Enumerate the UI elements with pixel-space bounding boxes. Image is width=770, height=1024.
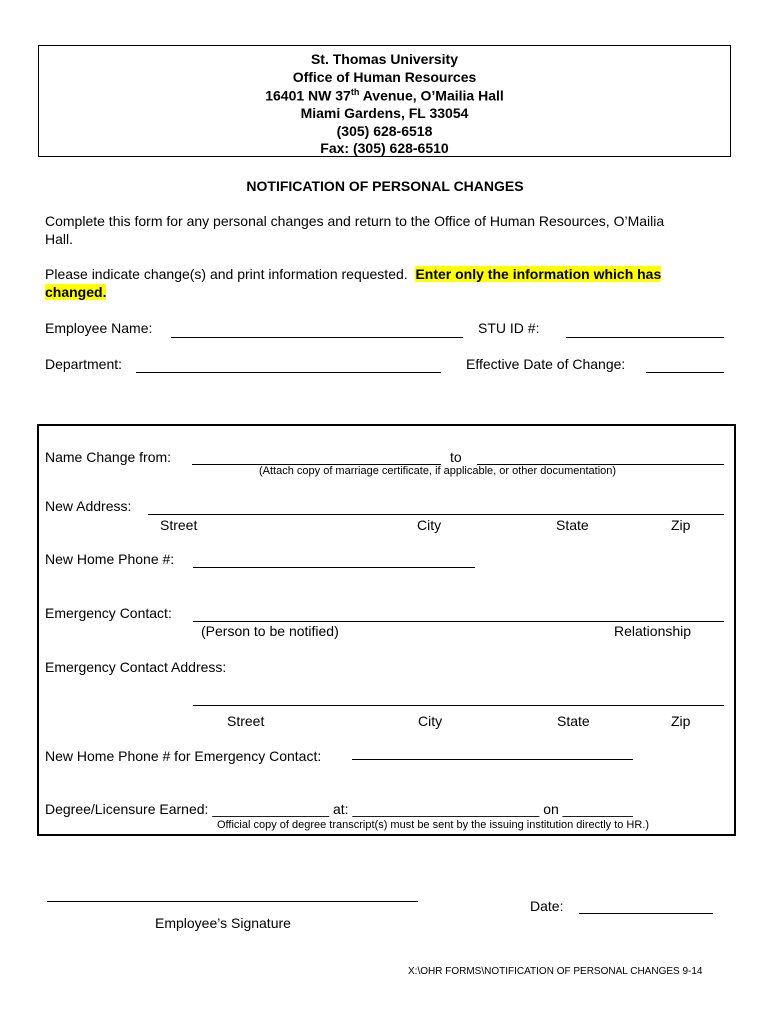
- to-label: to: [450, 449, 462, 465]
- phone-number: (305) 628-6518: [336, 123, 433, 139]
- emergency-phone-label: New Home Phone # for Emergency Contact:: [45, 748, 322, 764]
- street-address: 16401 NW 37th Avenue, O’Mailia Hall: [265, 87, 504, 104]
- intro-line-2: Hall.: [45, 231, 74, 247]
- new-address-label: New Address:: [45, 498, 132, 514]
- date-label: Date:: [530, 898, 564, 914]
- stu-id-label: STU ID #:: [478, 320, 540, 336]
- emergency-city-caption: City: [418, 713, 443, 729]
- employee-name-field[interactable]: [171, 337, 463, 338]
- new-home-phone-label: New Home Phone #:: [45, 551, 175, 567]
- indicate-text: Please indicate change(s) and print information requested. Enter only the information which has: [45, 266, 662, 282]
- emergency-phone-field[interactable]: [352, 759, 633, 760]
- highlight-instruction: Enter only the information which has: [415, 266, 662, 282]
- degree-note: Official copy of degree transcript(s) must be sent by the issuing institution directly to HR.): [217, 819, 650, 831]
- address-street-caption: Street: [160, 517, 198, 533]
- intro-line-1: Complete this form for any personal changes and return to the Office of Human Resources, O’Mailia: [45, 213, 665, 229]
- signature-field[interactable]: [47, 901, 418, 902]
- new-home-phone-field[interactable]: [193, 567, 475, 568]
- footer-path: X:\OHR FORMS\NOTIFICATION OF PERSONAL CHANGES 9-14: [408, 966, 703, 977]
- highlight-line-2: changed.: [45, 284, 107, 300]
- office-name: Office of Human Resources: [292, 69, 477, 85]
- new-address-field[interactable]: [148, 514, 724, 515]
- date-field[interactable]: [579, 913, 713, 914]
- stu-id-field[interactable]: [566, 337, 724, 338]
- effective-date-label: Effective Date of Change:: [466, 356, 626, 372]
- emergency-street-caption: Street: [227, 713, 265, 729]
- department-field[interactable]: [136, 372, 441, 373]
- relationship-caption: Relationship: [614, 623, 692, 639]
- emergency-zip-caption: Zip: [671, 713, 691, 729]
- form-title: NOTIFICATION OF PERSONAL CHANGES: [246, 178, 524, 194]
- emergency-contact-field[interactable]: [193, 621, 724, 622]
- department-label: Department:: [45, 356, 123, 372]
- name-change-label: Name Change from:: [45, 449, 172, 465]
- emergency-state-caption: State: [557, 713, 590, 729]
- employee-name-label: Employee Name:: [45, 320, 153, 336]
- university-name: St. Thomas University: [310, 51, 459, 67]
- signature-label: Employee’s Signature: [155, 915, 291, 931]
- city-state-zip: Miami Gardens, FL 33054: [300, 105, 469, 121]
- address-zip-caption: Zip: [671, 517, 691, 533]
- attach-note: (Attach copy of marriage certificate, if applicable, or other documentation): [259, 465, 617, 477]
- fax-number: Fax: (305) 628-6510: [320, 140, 449, 156]
- person-notified-caption: (Person to be notified): [201, 623, 339, 639]
- degree-line[interactable]: Degree/Licensure Earned: _______________ at: ________________________ on _________: [45, 801, 633, 817]
- header-box: [38, 45, 731, 157]
- emergency-address-label: Emergency Contact Address:: [45, 659, 227, 675]
- address-city-caption: City: [417, 517, 442, 533]
- effective-date-field[interactable]: [646, 372, 724, 373]
- emergency-address-field[interactable]: [193, 705, 724, 706]
- address-state-caption: State: [556, 517, 589, 533]
- emergency-contact-label: Emergency Contact:: [45, 605, 172, 621]
